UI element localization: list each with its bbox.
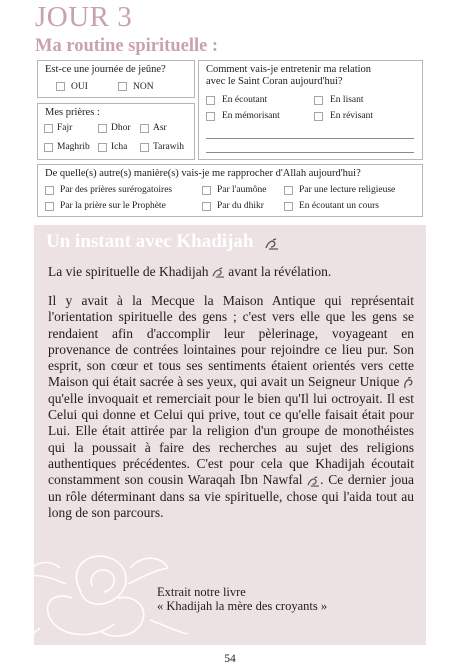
prayer-tarawih-checkbox[interactable]	[140, 143, 149, 152]
closer-dhikr-label: Par du dhikr	[217, 201, 264, 211]
closer-prophete-checkbox[interactable]	[45, 202, 54, 211]
prayer-maghrib-checkbox[interactable]	[44, 143, 53, 152]
prayer-fajr-label: Fajr	[57, 123, 73, 133]
prayer-fajr-checkbox[interactable]	[44, 124, 53, 133]
closer-cours-label: En écoutant un cours	[299, 201, 379, 211]
closer-prieres-checkbox[interactable]	[45, 186, 54, 195]
page-number: 54	[224, 653, 236, 665]
honorific-ra-icon	[307, 476, 320, 487]
coran-writing-line-2[interactable]	[206, 152, 414, 153]
source-line-2: « Khadijah la mère des croyants »	[157, 599, 328, 613]
closer-dhikr-checkbox[interactable]	[202, 202, 211, 211]
coran-revisant-checkbox[interactable]	[314, 112, 323, 121]
prayer-asr-label: Asr	[153, 123, 167, 133]
closer-cours-checkbox[interactable]	[284, 202, 293, 211]
coran-revisant-label: En révisant	[330, 111, 374, 121]
closer-prophete-label: Par la prière sur le Prophète	[60, 201, 166, 211]
coran-lisant-label: En lisant	[330, 95, 364, 105]
coran-question-line2: avec le Saint Coran aujourd'hui?	[206, 76, 343, 87]
prayer-tarawih-label: Tarawih	[153, 142, 184, 152]
closer-aumone-label: Par l'aumône	[217, 185, 267, 195]
prayer-dhor-checkbox[interactable]	[98, 124, 107, 133]
honorific-swt-icon	[403, 377, 414, 389]
closer-question: De quelle(s) autre(s) manière(s) vais-je me rapprocher d'Allah aujourd'hui?	[45, 168, 361, 179]
subtitle-after: avant la révélation.	[228, 264, 332, 279]
coran-memorisant-checkbox[interactable]	[206, 112, 215, 121]
routine-title: Ma routine spirituelle :	[35, 36, 219, 56]
body-part-2: qu'elle invoquait et remerciait pour le bien qu'Il lui octroyait. Il est Celui qui donne et Celui qui prive, tout ce qu'elle faisait était pour Lui. Elle était attirée par la religion d'un groupe de monothéistes qui la poussait à faire des recherches au sujet des religions authentiques précédentes. C'est pour cela que Khadijah écoutait constamment son cousin Waraqah Ibn Nawfal	[48, 390, 414, 488]
prayer-icha-label: Icha	[111, 142, 128, 152]
khadijah-title: Un instant avec Khadijah	[46, 231, 254, 252]
day-title: JOUR 3	[35, 1, 133, 33]
coran-ecoutant-label: En écoutant	[222, 95, 268, 105]
fasting-question: Est-ce une journée de jeûne?	[45, 64, 166, 75]
fasting-non-label: NON	[133, 82, 154, 92]
body-part-1: Il y avait à la Mecque la Maison Antique qui représentait l'orientation spirituelle des gens ; c'est vers elle que les gens se rendaient afin d'accomplir leur pèlerinage, voyageant en provenance de contrées lointaines pour rejoindre ce lieu pur. Son esprit, son cœur et tous ses sentiments étaient orientés vers cette Maison qui était sacrée à ses yeux, qui avait un Seigneur Unique	[48, 293, 414, 390]
khadijah-subtitle	[48, 264, 331, 280]
honorific-ra-icon	[265, 238, 279, 250]
fasting-oui-checkbox[interactable]	[56, 82, 65, 91]
prayer-asr-checkbox[interactable]	[140, 124, 149, 133]
source-citation	[157, 585, 327, 613]
closer-lecture-label: Par une lecture religieuse	[299, 185, 396, 195]
coran-lisant-checkbox[interactable]	[314, 96, 323, 105]
coran-writing-line-1[interactable]	[206, 138, 414, 139]
prayers-title: Mes prières :	[45, 107, 100, 118]
fasting-oui-label: OUI	[71, 82, 88, 92]
coran-ecoutant-checkbox[interactable]	[206, 96, 215, 105]
prayer-dhor-label: Dhor	[111, 123, 131, 133]
closer-lecture-checkbox[interactable]	[284, 186, 293, 195]
body-part-3: . Ce dernier joua un rôle déterminant dans sa vie spirituelle, chose qui l'aida tout au long de son parcours.	[48, 472, 414, 520]
honorific-ra-icon	[212, 267, 225, 278]
source-line-1: Extrait notre livre	[157, 585, 246, 599]
coran-question-line1: Comment vais-je entretenir ma relation	[206, 64, 372, 75]
coran-memorisant-label: En mémorisant	[222, 111, 280, 121]
closer-aumone-checkbox[interactable]	[202, 186, 211, 195]
closer-prieres-label: Par des prières surérogatoires	[60, 185, 173, 195]
prayer-icha-checkbox[interactable]	[98, 143, 107, 152]
subtitle-before: La vie spirituelle de Khadijah	[48, 264, 209, 279]
khadijah-body	[48, 293, 414, 521]
fasting-non-checkbox[interactable]	[118, 82, 127, 91]
prayer-maghrib-label: Maghrib	[57, 142, 90, 152]
